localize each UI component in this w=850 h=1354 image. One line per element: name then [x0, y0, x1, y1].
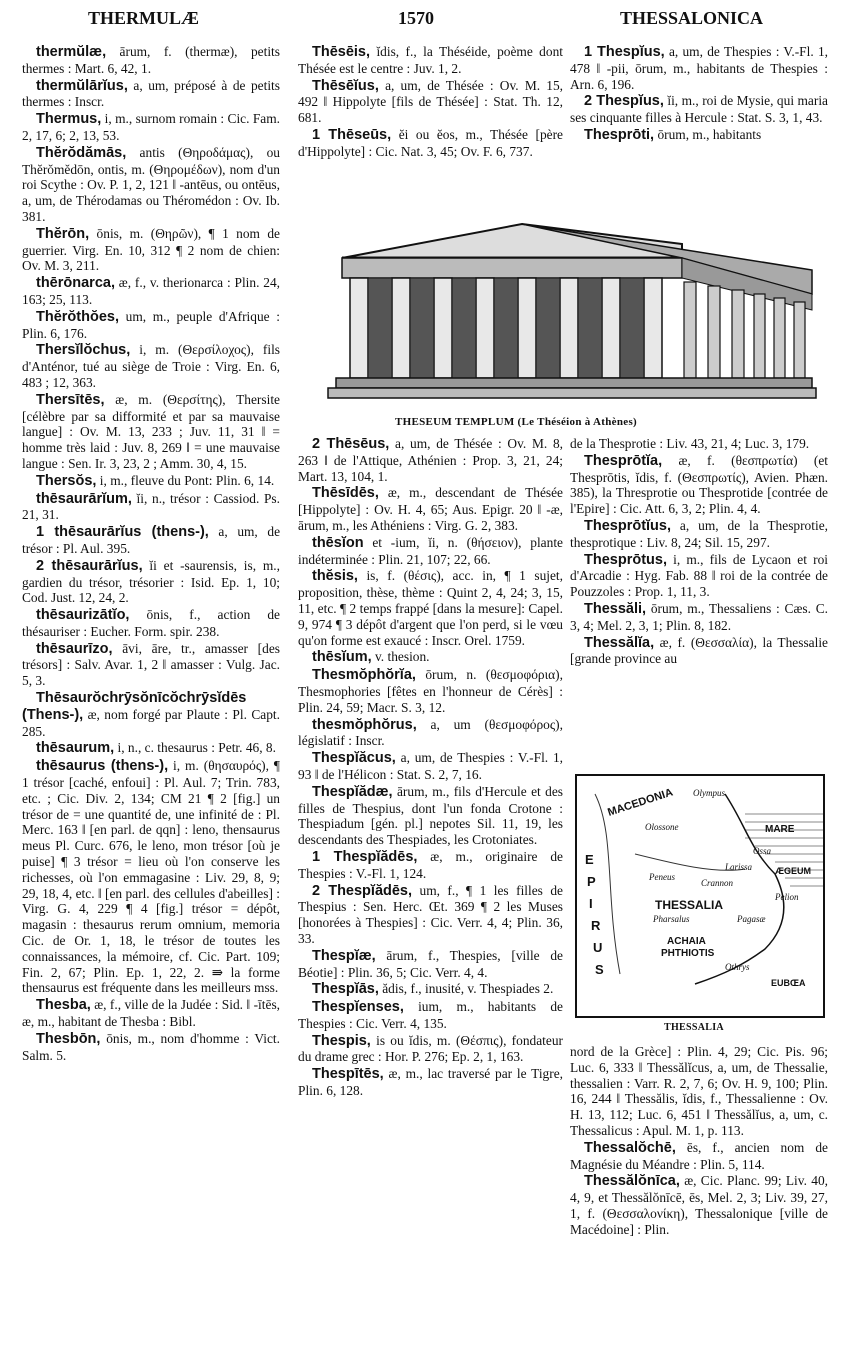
entry-headword: Thēsīdēs,: [312, 485, 379, 502]
entry-headword: Thesprōtus,: [584, 551, 667, 568]
map-label-peneus: Peneus: [649, 872, 675, 882]
dictionary-entry: [298, 1033, 563, 1066]
entry-headword: Thēsaurŏchrȳsŏnīcŏchrȳsĭdēs (Thens-),: [22, 690, 247, 723]
entry-definition: ĭi et -saurensis, is, m., gardien du trésor, trésorier : Isid. Ep. 1, 10; Cod. Just. 12, 24, 2.: [22, 557, 280, 606]
map-label-pagasae: Pagasæ: [737, 914, 766, 924]
dictionary-entry: [298, 485, 563, 533]
entry-headword: Thespĭădæ,: [312, 783, 393, 800]
entry-definition: ēs, f., ancien nom de Magnésie du Méandre : Plin. 5, 114.: [570, 1139, 828, 1172]
map-caption: THESSALIA: [664, 1022, 724, 1033]
entry-definition: ium, m., habitants de Thespies : Cic. Verr. 4, 135.: [298, 999, 563, 1031]
entry-definition: antis (Θηροδάμας), ou Thĕrŏmĕdōn, ontis, m. (Θηρομέδων), nom d'un roi Scythe : Ov. P. 1, 2, 121 ‖ -antēus, ou ontēus, a, um, de Thérodamas ou Théromédon : Ov. Ib. 381.: [22, 144, 280, 224]
entry-definition: ădis, f., inusité, v. Thespiades 2.: [378, 981, 554, 997]
map-label-pharsalus: Pharsalus: [653, 914, 690, 924]
entry-definition: i, n., c. thesaurus : Petr. 46, 8.: [114, 740, 276, 756]
entry-definition: ōrum, n. (θεσμοφόρια), Thesmophories [fêtes en l'honneur de Cérès] : Plin. 24, 59; Macr. S. 3, 12.: [298, 667, 563, 715]
entry-definition: ōnis, m., nom d'homme : Vict. Salm. 5.: [22, 1030, 280, 1063]
dictionary-entry: [22, 1031, 280, 1064]
column-2-bottom: [298, 436, 563, 1100]
entry-headword: Thessălŏnīca,: [584, 1173, 680, 1190]
map-label-olympus: Olympus: [693, 788, 725, 798]
entry-definition: i, m., fleuve du Pont: Plin. 6, 14.: [96, 472, 275, 488]
entry-definition: de la Thesprotie : Liv. 43, 21, 4; Luc. 3, 179.: [570, 436, 810, 451]
entry-definition: i, m. (Θερσίλοχος), fils d'Anténor, tué au siège de Troie : Virg. En. 6, 483 ; 12, 363.: [22, 342, 280, 390]
entry-headword: thermŭlæ,: [36, 44, 107, 60]
dictionary-entry: [298, 78, 563, 126]
entry-headword: Thēsēĭus,: [312, 77, 379, 94]
entry-headword: thēsaurus (thens-),: [36, 758, 169, 775]
entry-headword: Thespītēs,: [312, 1066, 384, 1083]
map-label-epirus-r: R: [591, 918, 601, 933]
entry-definition: is ou ĭdis, m. (Θέσπις), fondateur du drame grec : Hor. P. 276; Ep. 2, 1, 163.: [298, 1032, 563, 1065]
map-label-crannon: Crannon: [701, 878, 734, 888]
map-label-mare: MARE: [765, 824, 795, 835]
entry-definition: a, um, de Thespies : V.-Fl. 1, 93 ‖ de l'Hélicon : Stat. S. 2, 7, 16.: [298, 750, 563, 782]
entry-definition: i, m., surnom romain : Cic. Fam. 2, 17, 6; 2, 13, 53.: [22, 111, 280, 143]
entry-headword: Thĕrōn,: [36, 225, 90, 242]
column-3-middle: [570, 436, 828, 668]
entry-headword: thērōnarca,: [36, 275, 115, 292]
entry-definition: æ, f. (Θεσσαλία), la Thessalie [grande province au: [570, 634, 828, 667]
dictionary-entry: [570, 1173, 828, 1237]
column-1: [22, 44, 280, 1064]
entry-headword: Thesprōtĭa,: [584, 452, 663, 469]
entry-definition: a, um (θεσμοφόρος), législatif : Inscr.: [298, 716, 563, 749]
entry-headword: Thersītēs,: [36, 391, 105, 408]
dictionary-entry: [298, 784, 563, 848]
map-label-ossa: Ossa: [753, 846, 772, 856]
entry-definition: æ, m., originaire de Thespies : V.-Fl. 1, 124.: [298, 848, 563, 881]
dictionary-entry: [22, 275, 280, 308]
dictionary-entry: [22, 758, 280, 996]
entry-headword: Thersĭlŏchus,: [36, 342, 131, 359]
map-label-epirus-p: P: [587, 874, 596, 889]
entry-headword: Thesba,: [36, 997, 91, 1014]
entry-definition: a, um, de Thespies : V.-Fl. 1, 478 ‖ -pii, ōrum, m., habitants de Thespies : Arn. 6, 196.: [570, 44, 828, 92]
dictionary-entry: [570, 518, 828, 551]
entry-definition: āvi, āre, tr., amasser [des trésors] : Salv. Avar. 1, 2 ‖ amasser : Vulg. Jac. 5, 3.: [22, 640, 280, 689]
entry-definition: ĕi ou ĕos, m., Thésée [père d'Hippolyte] : Cic. Nat. 3, 45; Ov. F. 6, 737.: [298, 126, 563, 159]
entry-definition: ōrum, m., Thessaliens : Cæs. C. 3, 4; Mel. 2, 3, 1; Plin. 8, 182.: [570, 600, 828, 633]
entry-definition: v. thesion.: [371, 649, 430, 665]
map-label-epirus-u: U: [593, 940, 603, 955]
entry-headword: Thessăli,: [584, 600, 647, 617]
dictionary-entry: [22, 111, 280, 144]
entry-definition: ĭi, m., roi de Mysie, qui maria ses cinquante filles à Hercule : Stat. S. 3, 1, 43.: [570, 93, 828, 126]
entry-headword: thēsaurum,: [36, 740, 115, 757]
entry-definition: a, um, préposé à de petits thermes : Inscr.: [22, 77, 280, 110]
dictionary-entry: [570, 93, 828, 126]
dictionary-entry: [298, 717, 563, 750]
entry-headword: thesmŏphŏrus,: [312, 716, 417, 733]
dictionary-entry: [570, 453, 828, 517]
entry-definition: æ, f., ville de la Judée : Sid. ‖ -ītēs, æ, m., habitant de Thesba : Bibl.: [22, 997, 280, 1030]
entry-headword: Thĕrŏdămās,: [36, 144, 127, 161]
entry-definition: æ, m., lac traversé par le Tigre, Plin. 6, 128.: [298, 1066, 563, 1099]
entry-definition: æ, m. (Θερσίτης), Thersite [célèbre par sa difformité et par sa mauvaise langue] : Ov. M. 13, 233 ; Juv. 11, 31 ‖ = homme très laid : Juv. 8, 269 ‖ = une mauvaise langue : Sen. Ir. 3, 23, 2 ; Amm. 30, 4, 15.: [22, 391, 280, 471]
thessalia-map: [575, 774, 825, 1018]
entry-definition: ārum, f., Thespies, [ville de Béotie] : Plin. 36, 5; Cic. Verr. 4, 4.: [298, 947, 563, 980]
entry-definition: a, um, de la Thesprotie, thesprotique : Liv. 8, 24; Sil. 15, 297.: [570, 517, 828, 550]
dictionary-entry: [570, 436, 828, 452]
entry-definition: æ, f., v. therionarca : Plin. 24, 163; 25, 113.: [22, 275, 280, 307]
map-label-pelion: Pelion: [775, 892, 799, 902]
page-header: [0, 8, 850, 38]
dictionary-entry: [298, 568, 563, 648]
dictionary-entry: [298, 948, 563, 981]
entry-headword: 2 Thespĭus,: [584, 93, 664, 110]
dictionary-entry: [570, 601, 828, 634]
map-label-epirus-s: S: [595, 962, 604, 977]
map-label-olossone: Olossone: [645, 822, 679, 832]
entry-headword: Thespĭæ,: [312, 947, 376, 964]
dictionary-entry: [22, 392, 280, 472]
entry-definition: ōnis, m. (Θηρῶν), ¶ 1 nom de guerrier. Virg. En. 10, 312 ¶ 2 nom de chien: Ov. M. 3, 211.: [22, 225, 280, 274]
entry-headword: Thespĭās,: [312, 981, 379, 998]
entry-headword: thĕsis,: [312, 568, 358, 585]
page-number: 1570: [398, 8, 434, 28]
entry-definition: æ, nom forgé par Plaute : Pl. Capt. 285.: [22, 706, 280, 739]
map-label-macedonia: MACEDONIA: [606, 786, 675, 819]
entry-definition: ōrum, m., habitants: [654, 126, 762, 142]
entry-definition: et -ium, ĭi, n. (θήσειον), plante indéterminée : Plin. 21, 107; 22, 66.: [298, 534, 563, 567]
dictionary-entry: [570, 635, 828, 668]
entry-headword: Thersŏs,: [36, 472, 97, 489]
temple-illustration: [322, 210, 822, 408]
entry-definition: æ, f. (θεσπρωτία) (et Thesprōtis, ĭdis, f. (Θεσπρωτίς), Avien. Phæn. 385), la Thresprotie ou Thesprotide [contrée de l'Epire] : Cic. Att. 6, 3, 2; Plin. 4, 4.: [570, 452, 828, 517]
entry-definition: um, f., ¶ 1 les filles de Thespius : Sen. Herc. Œt. 369 ¶ 2 les Muses [honorées à Thespies] : Cic. Verr. 4, 4; Plin. 36, 33.: [298, 882, 563, 946]
entry-headword: 2 Thēsēus,: [312, 436, 390, 452]
entry-definition: a, um, de Thésée : Ov. M. 15, 492 ‖ Hippolyte [fils de Thésée] : Stat. Th. 12, 681.: [298, 77, 563, 126]
map-label-euboea: EUBŒA: [771, 978, 806, 988]
figure-caption: THESEUM TEMPLUM (Le Théséion à Athènes): [395, 416, 638, 428]
dictionary-entry: [298, 750, 563, 783]
dictionary-entry: [22, 607, 280, 640]
entry-headword: Thēsēis,: [312, 44, 371, 60]
entry-definition: a, um, de trésor : Pl. Aul. 395.: [22, 524, 281, 556]
dictionary-entry: [298, 436, 563, 484]
dictionary-entry: [22, 524, 280, 557]
dictionary-entry: [570, 44, 828, 92]
entry-headword: Thessalŏchē,: [584, 1139, 676, 1156]
entry-headword: 2 Thespĭădēs,: [312, 882, 413, 899]
dictionary-entry: [298, 883, 563, 947]
map-label-thessalia: THESSALIA: [655, 898, 724, 912]
entry-definition: ĭdis, f., la Théséide, poème dont Thésée est le centre : Juv. 1, 2.: [298, 44, 563, 76]
entry-headword: Thespĭăcus,: [312, 750, 396, 767]
entry-definition: um, m., peuple d'Afrique : Plin. 6, 176.: [22, 308, 280, 341]
entry-definition: æ, Cic. Planc. 99; Liv. 40, 4, 9, et Thessălŏnīcē, ēs, Mel. 2, 3; Liv. 39, 27, 1, f. (Θεσσαλονίκη), Thessalonique [ville de Macédoine] : Plin.: [570, 1173, 828, 1237]
entry-headword: Thespĭenses,: [312, 999, 404, 1016]
entry-definition: i, m., fils de Lycaon et roi d'Arcadie : Hyg. Fab. 88 ‖ roi de la contrée de Pouzzoles : Prop. 1, 11, 3.: [570, 551, 828, 600]
dictionary-entry: [298, 649, 563, 666]
map-label-aegeum: ÆGEUM: [775, 866, 811, 876]
entry-headword: 2 thēsaurārĭus,: [36, 557, 143, 574]
map-label-achaia: ACHAIA: [667, 936, 706, 947]
entry-headword: thermŭlārĭus,: [36, 77, 128, 94]
map-label-phthiotis: PHTHIOTIS: [661, 948, 715, 959]
dictionary-entry: [22, 78, 280, 111]
entry-definition: ārum, f. (thermæ), petits thermes : Mart. 6, 42, 1.: [22, 44, 280, 76]
dictionary-entry: [298, 1066, 563, 1099]
entry-definition: i, m. (θησαυρός), ¶ 1 trésor [caché, enfoui] : Pl. Aul. 7; Trin. 783, etc. ; Cic. Div. 2, 134; CM 21 ¶ 2 [fig.] un trésor de = une quantité de, une infinité de : Pl. Merc. 163 ‖ [en parl. de qqn] : leno, thensaurus meus Pl. Curc. 676, le leno, mon trésor [où je puise] ¶ 3 trésor = lieu où l'on conserve les richesses, où l'on emmagasine : Liv. 29, 8, 9; 29, 18, 4, etc. ‖ [en parl. des cellules d'abeilles] : Virg. G. 4, 229 ¶ 4 [fig.] trésor = dépôt, magasin : thesaurus rerum omnium, memoria Cic. de Or. 1, 18, le trésor de toutes les connaissances, la mémoire, cf. Cic. Part. 109; Fin. 2, 67; Plin. Ep. 1, 22, 2. ⇛ la forme thensaurus est fréquente dans les meilleurs mss.: [22, 758, 280, 996]
entry-headword: Thesprōtĭus,: [584, 517, 672, 534]
dictionary-entry: [22, 44, 280, 77]
entry-headword: 1 Thespĭădēs,: [312, 848, 418, 865]
entry-headword: 1 Thēseūs,: [312, 126, 392, 143]
entry-definition: is, f. (θέσις), acc. in, ¶ 1 sujet, proposition, thèse, thème : Quint 2, 4, 24; 3, 15, 11, etc. ¶ 2 temps frappé [dans la mesure]: Capel. 9, 974 ¶ 3 dépôt d'argent que l'on perd, si le vœu qu'on forme est exaucé : Inscr. Orel. 1759.: [298, 568, 563, 648]
dictionary-entry: [22, 309, 280, 342]
dictionary-entry: [22, 473, 280, 490]
dictionary-entry: [22, 690, 280, 739]
entry-definition: ĭi, n., trésor : Cassiod. Ps. 21, 31.: [22, 490, 280, 523]
dictionary-entry: [298, 849, 563, 882]
dictionary-entry: [22, 226, 280, 274]
entry-definition: ārum, m., fils d'Hercule et des filles de Thespius, dont l'un fonda Crotone : Thespiadum [gén. pl.] nepotes Sil. 11, 19, les descendants des Thespiades, les Crotoniates.: [298, 783, 563, 848]
dictionary-entry: [570, 552, 828, 600]
dictionary-entry: [570, 1044, 828, 1139]
dictionary-entry: [22, 558, 280, 606]
entry-headword: Thesbōn,: [36, 1030, 101, 1047]
entry-headword: Thĕrŏthŏes,: [36, 308, 119, 325]
entry-headword: 1 thēsaurārĭus (thens-),: [36, 524, 209, 541]
dictionary-entry: [22, 145, 280, 225]
dictionary-entry: [22, 740, 280, 757]
dictionary-entry: [298, 535, 563, 568]
dictionary-entry: [298, 44, 563, 77]
column-2-top: [298, 44, 563, 161]
entry-headword: thēsaurizātĭo,: [36, 607, 130, 624]
map-label-epirus-e: E: [585, 852, 594, 867]
entry-headword: Thespis,: [312, 1032, 371, 1049]
column-3-top: [570, 44, 828, 145]
dictionary-entry: [298, 999, 563, 1032]
entry-headword: thēsĭon: [312, 534, 364, 551]
dictionary-entry: [570, 1140, 828, 1173]
dictionary-entry: [22, 491, 280, 524]
entry-headword: Thermus,: [36, 111, 102, 128]
map-label-larissa: Larissa: [725, 862, 753, 872]
entry-headword: thēsaurārĭum,: [36, 490, 132, 507]
map-label-epirus-i: I: [589, 896, 593, 911]
entry-headword: Thesmŏphŏrĭa,: [312, 667, 416, 684]
dictionary-entry: [22, 997, 280, 1030]
map-label-othrys: Othrys: [725, 962, 750, 972]
dictionary-entry: [570, 127, 828, 144]
entry-headword: Thessălĭa,: [584, 634, 655, 651]
dictionary-entry: [22, 342, 280, 390]
dictionary-entry: [298, 667, 563, 715]
entry-headword: thēsaurīzo,: [36, 640, 113, 657]
entry-headword: Thesprōti,: [584, 126, 655, 143]
dictionary-entry: [22, 641, 280, 689]
entry-definition: a, um, de Thésée : Ov. M. 8, 263 ‖ de l'Attique, Athénien : Prop. 3, 21, 24; Mart. 13, 104, 1.: [298, 436, 563, 484]
header-right-word: THESSALONICA: [620, 8, 764, 28]
dictionary-entry: [298, 127, 563, 160]
dictionary-entry: [298, 981, 563, 998]
entry-definition: æ, m., descendant de Thésée [Hippolyte] : Ov. H. 4, 65; Aus. Epigr. 20 ‖ -æ, ārum, m., les Athéniens : Virg. G. 2, 383.: [298, 485, 563, 533]
entry-definition: nord de la Grèce] : Plin. 4, 29; Cic. Pis. 96; Luc. 6, 333 ‖ Thessălĭcus, a, um, de Thessalie, thessalien : Varr. R. 2, 7, 6; Ov. H. 9, 100; Plin. 16, 244 ‖ Thessălis, ĭdis, f., Thessalienne : Ov. H. 13, 112; Luc. 6, 451 ‖ Thessălĭus, a, um, c. Thessalicus : Apul. M. 1, p. 113.: [570, 1044, 828, 1138]
header-left-word: THERMULÆ: [88, 8, 200, 28]
entry-headword: 1 Thespĭus,: [584, 44, 665, 60]
entry-headword: thēsĭum,: [312, 649, 372, 666]
column-3-bottom: [570, 1044, 828, 1239]
entry-definition: ōnis, f., action de thésauriser : Eucher. Form. spir. 238.: [22, 607, 280, 639]
